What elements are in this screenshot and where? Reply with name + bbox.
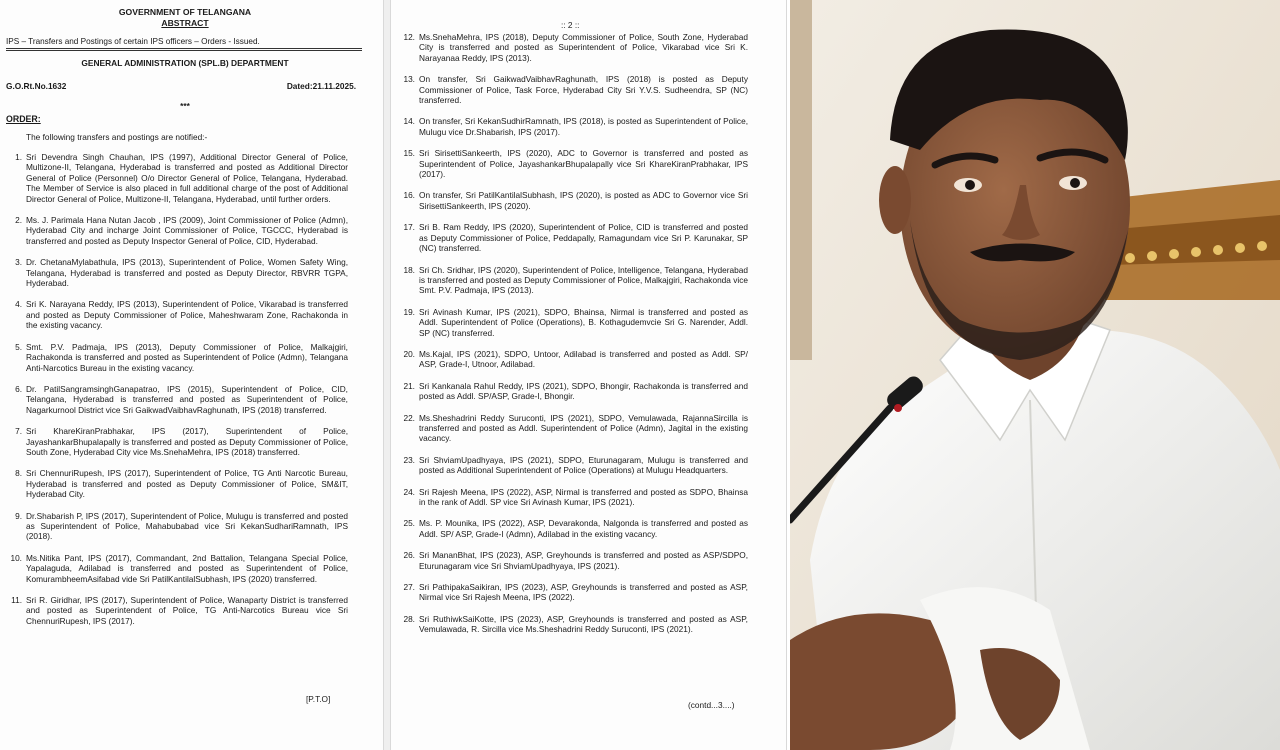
transfer-item: [8, 468, 348, 499]
portrait-photo: [790, 0, 1280, 750]
item-number: 12.: [403, 32, 415, 42]
item-text: Sri Devendra Singh Chauhan, IPS (1997), Additional Director General of Police, Multizone-II, Telangana, Hyderabad is transferred and posted as Additional Director General of Police (Personnel) O/o Director General of Police, Telangana, Hyderabad. The Member of Service is also placed in full additional charge of the post of Additional Director General of Police, Multizone-II, Telangana, Hyderabad, until further orders.: [26, 152, 348, 204]
item-text: Dr. ChetanaMylabathula, IPS (2013), Superintendent of Police, Women Safety Wing, Telangana, Hyderabad is transferred and posted as Deputy Director, RBVRR TGPA, Hyderabad.: [26, 257, 348, 289]
transfer-item: [401, 487, 748, 508]
item-number: 3.: [15, 257, 22, 268]
pupil: [965, 180, 975, 190]
item-text: Sri ChennuriRupesh, IPS (2017), Superintendent of Police, TG Anti Narcotic Bureau, Hyderabad is transferred and posted as Deputy Commissioner of Police, SM&IT, Hyderabad City.: [26, 468, 348, 500]
item-number: 24.: [403, 486, 415, 497]
document-header: [0, 7, 370, 29]
item-number: 10.: [10, 552, 22, 563]
continued-marker: (contd...3....): [688, 700, 735, 710]
item-text: Sri Ch. Sridhar, IPS (2020), Superintendent of Police, Intelligence, Telangana, Hyderabad is transferred and posted as Deputy Commissioner of Police, Malkajgiri, Rachakonda vice Smt. P.V. Padmaja, IPS (2013).: [419, 264, 748, 296]
item-text: Sri MananBhat, IPS (2023), ASP, Greyhounds is transferred and posted as ASP/SDPO, Eturunagaram vice Sri ShviamUpadhyaya, IPS (2021).: [419, 550, 748, 571]
item-number: 18.: [403, 264, 415, 275]
item-number: 21.: [403, 380, 415, 391]
government-title: GOVERNMENT OF TELANGANA: [118, 7, 252, 17]
item-number: 26.: [403, 550, 415, 561]
item-text: Ms.Sheshadrini Reddy Suruconti, IPS (2021), SDPO, Vemulawada, RajannaSircilla is transferred and posted as Addl. Superintendent of Police (Admn), Jagital in the existing vacancy.: [419, 412, 748, 444]
item-number: 28.: [403, 613, 415, 624]
transfer-item: [8, 553, 348, 584]
abstract-title: ABSTRACT: [161, 18, 209, 28]
transfer-item: [401, 74, 748, 105]
subject-line: IPS – Transfers and Postings of certain IPS officers – Orders - Issued.: [6, 37, 260, 46]
transfer-item: [401, 614, 748, 635]
panel-ornament: [1235, 243, 1245, 253]
item-text: Sri B. Ram Reddy, IPS (2020), Superintendent of Police, CID is transferred and posted as Deputy Commissioner of Police, Peddapally, Ramagundam vice Sri P. Karunakar, SP (NC) transferred.: [419, 222, 748, 254]
item-text: On transfer, Sri PatilKantilalSubhash, IPS (2020), is posted as ADC to Governor vice Sri SirisettiSankeerth, IPS (2020).: [419, 190, 748, 211]
item-text: Sri RuthiwkSaiKotte, IPS (2023), ASP, Greyhounds is transferred and posted as ASP, Vemulawada, R. Sircilla vice Ms.Sheshadrini Reddy Suruconti, IPS (2021).: [419, 613, 748, 635]
transfer-item: [401, 148, 748, 179]
department-title: GENERAL ADMINISTRATION (SPL.B) DEPARTMENT: [81, 58, 289, 68]
item-number: 2.: [15, 215, 22, 226]
item-number: 22.: [403, 412, 415, 423]
item-text: Sri Rajesh Meena, IPS (2022), ASP, Nirmal is transferred and posted as SDPO, Bhainsa in the rank of Addl. SP vice Sri Avinash Kumar, IPS (2021).: [419, 486, 748, 507]
item-number: 25.: [403, 518, 415, 529]
ear: [879, 166, 911, 234]
transfer-item: [8, 384, 348, 415]
item-text: On transfer, Sri GaikwadVaibhavRaghunath, IPS (2018) is posted as Deputy Commissioner of Police, Task Force, Hyderabad City Sri Y.V.S. Sudheendra, SP (NC) transferred.: [419, 74, 748, 106]
item-text: Ms.Nitika Pant, IPS (2017), Commandant, 2nd Battalion, Telangana Special Police, Yapalaguda, Adilabad is transferred and posted as Superintendent of Police, KomurambheemAsifabad vide Sri PatilKantilalSubhash, IPS (2020) transferred.: [26, 552, 348, 584]
document-page-1: [0, 0, 384, 750]
door-frame: [790, 0, 812, 360]
item-text: Sri KhareKiranPrabhakar, IPS (2017), Superintendent of Police, JayashankarBhupalapally is transferred and posted as Deputy Commissioner of Police, South Zone, Hyderabad City vice Ms.SnehaMehra, IPS (2018) transferred.: [26, 426, 348, 457]
item-number: 8.: [15, 468, 22, 479]
item-number: 17.: [403, 222, 415, 233]
item-number: 20.: [403, 348, 415, 359]
item-text: Ms. J. Parimala Hana Nutan Jacob , IPS (2009), Joint Commissioner of Police (Admn), Hyderabad City and incharge Joint Commissioner of Police, TGCCC, Hyderabad is transferred and posted as Deputy Inspector General of Police, CID, Hyderabad.: [26, 215, 348, 246]
panel-ornament: [1191, 247, 1201, 257]
pupil: [1070, 178, 1080, 188]
transfer-item: [8, 215, 348, 246]
item-text: Smt. P.V. Padmaja, IPS (2013), Deputy Commissioner of Police, Malkajgiri, Rachakonda is transferred and posted as Superintendent of Police (Admn), Telangana Anti-Narcotics Bureau in the existing vacancy.: [26, 341, 348, 373]
transfer-item: [401, 349, 748, 370]
transfer-item: [401, 190, 748, 211]
transfer-item: [8, 299, 348, 330]
transfer-item: [8, 152, 348, 204]
item-number: 27.: [403, 582, 415, 593]
item-text: Dr.Shabarish P, IPS (2017), Superintendent of Police, Mulugu is transferred and posted as Superintendent of Police, Mahabubabad vice Sri KekanSudhariRamnath, IPS (2018).: [26, 510, 348, 542]
transfer-item: [401, 307, 748, 338]
item-number: 5.: [15, 341, 22, 352]
item-text: Ms.SnehaMehra, IPS (2018), Deputy Commissioner of Police, South Zone, Hyderabad City is transferred and posted as Superintendent of Police, Vikarabad vice Sri K. Narayanaa Reddy, IPS (2013).: [419, 32, 748, 63]
item-number: 23.: [403, 454, 415, 465]
item-number: 16.: [403, 190, 415, 201]
item-number: 6.: [15, 383, 22, 394]
transfer-item: [401, 265, 748, 296]
transfer-item: [8, 342, 348, 373]
item-text: Ms.Kajal, IPS (2021), SDPO, Untoor, Adilabad is transferred and posted as Addl. SP/ ASP, Grade-I, Utnoor, Adilabad.: [419, 348, 748, 370]
panel-ornament: [1213, 245, 1223, 255]
item-number: 15.: [403, 148, 415, 159]
transfer-item: [8, 595, 348, 626]
transfer-item: [401, 455, 748, 476]
item-number: 11.: [11, 595, 22, 605]
transfer-item: [401, 381, 748, 402]
item-text: On transfer, Sri KekanSudhirRamnath, IPS (2018), is posted as Superintendent of Police, Mulugu vice Dr.Shabarish, IPS (2017).: [419, 116, 748, 137]
item-number: 4.: [15, 299, 22, 310]
item-number: 19.: [403, 306, 415, 317]
microphone-light: [894, 404, 902, 412]
item-text: Sri Kankanala Rahul Reddy, IPS (2021), SDPO, Bhongir, Rachakonda is transferred and posted as Addl. SP/ASP, Grade-I, Bhongir.: [419, 380, 748, 402]
panel-ornament: [1169, 249, 1179, 259]
transfer-item: [401, 582, 748, 603]
document-page-2: [390, 0, 787, 750]
item-text: Sri R. Giridhar, IPS (2017), Superintendent of Police, Wanaparty District is transferred and posted as Superintendent of Police, TG Anti-Narcotics Bureau vice Sri ChennuriRupesh, IPS (2017).: [26, 595, 348, 626]
pto-marker: [P.T.O]: [306, 694, 331, 704]
transfer-item: [401, 413, 748, 444]
transfer-item: [401, 550, 748, 571]
item-text: Sri ShviamUpadhyaya, IPS (2021), SDPO, Eturunagaram, Mulugu is transferred and posted as Additional Superintendent of Police (Operations) at Mulugu Headquarters.: [419, 454, 748, 476]
panel-ornament: [1147, 251, 1157, 261]
item-text: Sri SirisettiSankeerth, IPS (2020), ADC to Governor is transferred and posted as Superintendent of Police, JayashankarBhupalapally vice Sri KhareKiranPrabhakar, IPS (2017).: [419, 148, 748, 180]
item-text: Sri PathipakaSaikiran, IPS (2023), ASP, Greyhounds is transferred and posted as ASP, Nirmal vice Sri Rajesh Meena, IPS (2022).: [419, 582, 748, 603]
transfer-item: [401, 116, 748, 137]
order-heading: ORDER:: [6, 114, 41, 124]
item-number: 7.: [15, 426, 22, 437]
transfer-item: [8, 257, 348, 288]
item-text: Ms. P. Mounika, IPS (2022), ASP, Devarakonda, Nalgonda is transferred and posted as Addl. SP/ ASP, Grade-I (Admn), Adilabad in the existing vacancy.: [419, 518, 748, 539]
page-number: :: 2 ::: [561, 20, 580, 30]
order-date: Dated:21.11.2025.: [286, 81, 356, 91]
item-number: 13.: [403, 74, 415, 85]
item-text: Sri Avinash Kumar, IPS (2021), SDPO, Bhainsa, Nirmal is transferred and posted as Addl. Superintendent of Police (Operations), B. Kothagudemvcie Sri G. Narender, Addl. SP (NC) transferred.: [419, 306, 748, 338]
item-number: 1.: [15, 152, 22, 162]
go-number-row: [6, 81, 356, 91]
item-number: 9.: [15, 510, 22, 521]
go-number: G.O.Rt.No.1632: [6, 81, 67, 91]
panel-ornament: [1125, 253, 1135, 263]
transfer-list-page-1: [8, 152, 348, 637]
stars-divider: ***: [180, 101, 190, 111]
transfer-item: [8, 511, 348, 542]
item-text: Sri K. Narayana Reddy, IPS (2013), Superintendent of Police, Vikarabad is transferred and posted as Deputy Commissioner of Police, Maheshwaram Zone, Rachakonda in the existing vacancy.: [26, 299, 348, 331]
transfer-item: [401, 222, 748, 253]
separator-line: [6, 48, 362, 51]
item-text: Dr. PatilSangramsinghGanapatrao, IPS (2015), Superintendent of Police, CID, Telangana, Hyderabad is transferred and posted as Superintendent of Police, Nagarkurnool District vice Sri GaikwadVaibhavRaghunath, IPS (2018) transferred.: [26, 383, 348, 415]
portrait-illustration: [790, 0, 1280, 750]
item-number: 14.: [403, 116, 415, 127]
order-intro: The following transfers and postings are notified:-: [26, 132, 208, 142]
transfer-item: [401, 518, 748, 539]
transfer-list-page-2: [401, 32, 748, 646]
panel-ornament: [1257, 241, 1267, 251]
transfer-item: [8, 426, 348, 457]
transfer-item: [401, 32, 748, 63]
